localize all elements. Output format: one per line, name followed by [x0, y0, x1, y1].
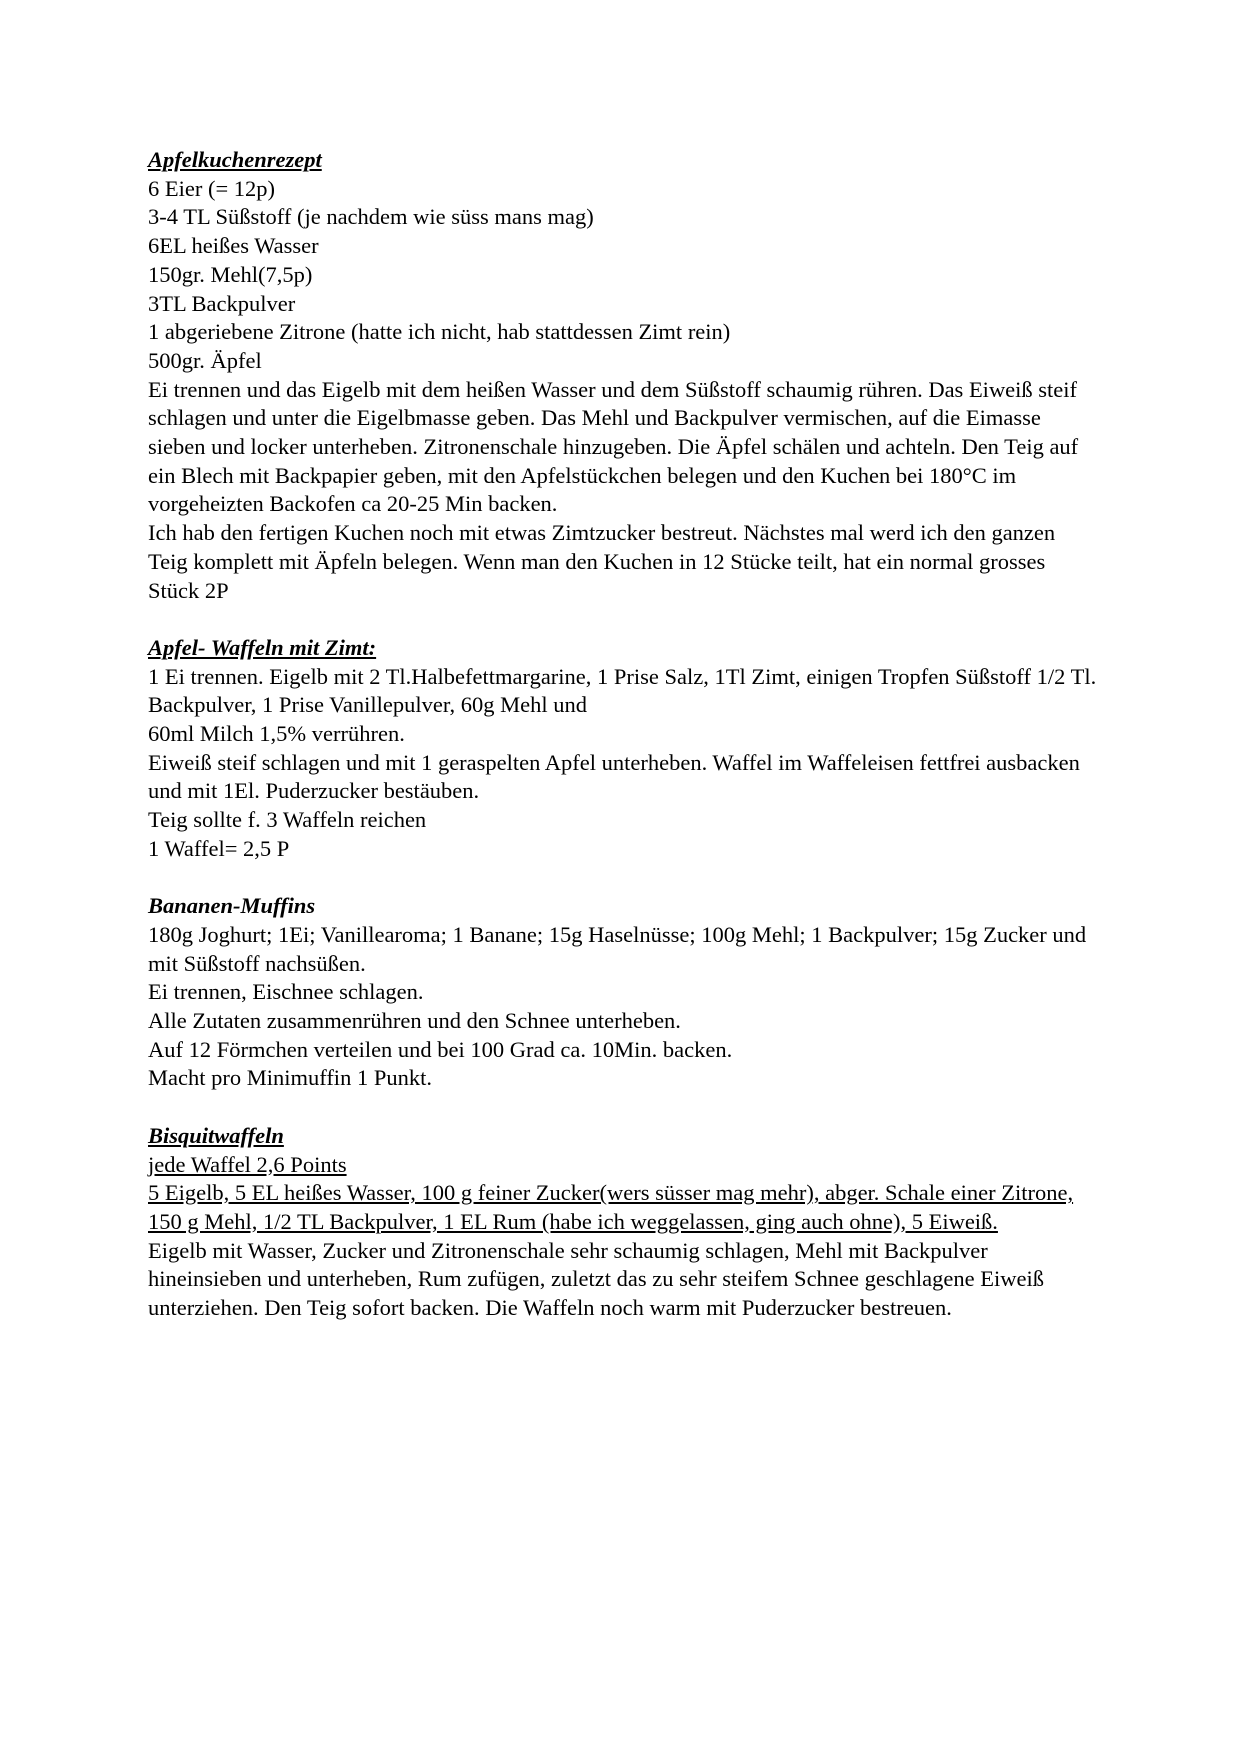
instruction-paragraph: Eiweiß steif schlagen und mit 1 geraspelten Apfel unterheben. Waffel im Waffeleisen fettfrei ausbacken und mit 1El. Puderzucker bestäuben.	[148, 749, 1080, 804]
points-line: jede Waffel 2,6 Points	[148, 1151, 347, 1177]
instruction-paragraph: Eigelb mit Wasser, Zucker und Zitronenschale sehr schaumig schlagen, Mehl mit Backpulver hineinsieben und unterheben, Rum zufügen, zuletzt das zu sehr steifem Schnee geschlagene Eiweiß unterziehen. Den Teig sofort backen. Die Waffeln noch warm mit Puderzucker bestreuen.	[148, 1237, 1044, 1321]
recipe-apfel-waffeln	[148, 634, 1098, 864]
recipe-title: Bisquitwaffeln	[148, 1122, 284, 1148]
recipe-title: Bananen-Muffins	[148, 893, 316, 919]
recipe-apfelkuchen	[148, 146, 1098, 605]
recipe-title: Apfel- Waffeln mit Zimt:	[148, 634, 377, 660]
ingredient-line: 3TL Backpulver	[148, 290, 296, 316]
ingredient-line: 1 abgeriebene Zitrone (hatte ich nicht, hab stattdessen Zimt rein)	[148, 319, 731, 345]
ingredient-paragraph: 180g Joghurt; 1Ei; Vanillearoma; 1 Banane; 15g Haselnüsse; 100g Mehl; 1 Backpulver; 15g Zucker und mit Süßstoff nachsüßen.	[148, 921, 1087, 976]
note-line: Teig sollte f. 3 Waffeln reichen	[148, 807, 427, 833]
note-paragraph: Ich hab den fertigen Kuchen noch mit etwas Zimtzucker bestreut. Nächstes mal werd ich den ganzen Teig komplett mit Äpfeln belegen. Wenn man den Kuchen in 12 Stücke teilt, hat ein normal grosses Stück 2P	[148, 520, 1056, 603]
recipe-bisquitwaffeln	[148, 1122, 1098, 1323]
instruction-paragraph: 1 Ei trennen. Eigelb mit 2 Tl.Halbefettmargarine, 1 Prise Salz, 1Tl Zimt, einigen Tropfen Süßstoff 1/2 Tl. Backpulver, 1 Prise Vanillepulver, 60g Mehl und	[148, 663, 1097, 718]
instruction-line: 60ml Milch 1,5% verrühren.	[148, 721, 405, 747]
ingredient-line: 6EL heißes Wasser	[148, 233, 319, 259]
ingredient-line: 500gr. Äpfel	[148, 347, 262, 373]
instruction-line: Alle Zutaten zusammenrühren und den Schnee unterheben.	[148, 1008, 681, 1034]
ingredient-line: 6 Eier (= 12p)	[148, 175, 276, 201]
instruction-line: Auf 12 Förmchen verteilen und bei 100 Grad ca. 10Min. backen.	[148, 1036, 733, 1062]
instruction-line: Ei trennen, Eischnee schlagen.	[148, 979, 424, 1005]
ingredient-paragraph: 5 Eigelb, 5 EL heißes Wasser, 100 g feiner Zucker(wers süsser mag mehr), abger. Schale einer Zitrone, 150 g Mehl, 1/2 TL Backpulver, 1 EL Rum (habe ich weggelassen, ging auch ohne), 5 Eiweiß.	[148, 1180, 1074, 1234]
instruction-paragraph: Ei trennen und das Eigelb mit dem heißen Wasser und dem Süßstoff schaumig rühren. Das Eiweiß steif schlagen und unter die Eigelbmasse geben. Das Mehl und Backpulver vermischen, auf die Eimasse sieben und locker unterheben. Zitronenschale hinzugeben. Die Äpfel schälen und achteln. Den Teig auf ein Blech mit Backpapier geben, mit den Apfelstückchen belegen und den Kuchen bei 180°C im vorgeheizten Backofen ca 20-25 Min backen.	[148, 376, 1079, 517]
recipe-bananen-muffins	[148, 892, 1098, 1093]
ingredient-line: 150gr. Mehl(7,5p)	[148, 261, 313, 287]
points-line: Macht pro Minimuffin 1 Punkt.	[148, 1065, 432, 1091]
points-line: 1 Waffel= 2,5 P	[148, 835, 290, 861]
document-page	[148, 146, 1098, 1351]
recipe-title: Apfelkuchenrezept	[148, 147, 322, 172]
ingredient-line: 3-4 TL Süßstoff (je nachdem wie süss mans mag)	[148, 204, 594, 230]
